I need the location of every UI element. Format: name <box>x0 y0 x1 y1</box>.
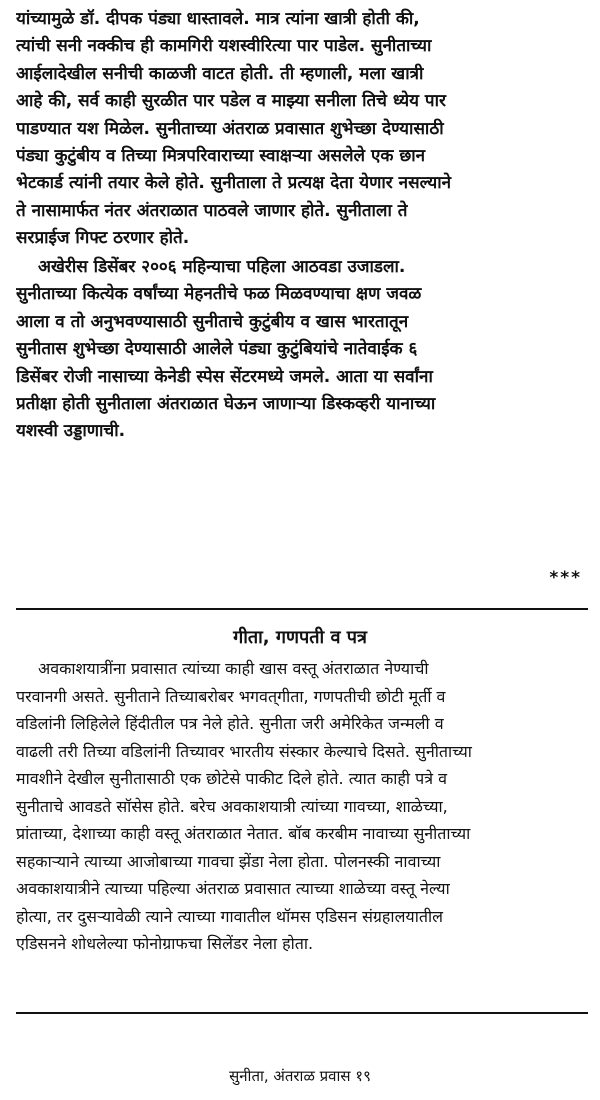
text-line: यशस्वी उड्डाणाची. <box>16 421 126 442</box>
text-line: होत्या, तर दुसऱ्यावेळी त्याने त्याच्या गावातील थॉमस एडिसन संग्रहालयातील <box>16 906 443 926</box>
text-line: प्रांताच्या, देशाच्या काही वस्तू अंतराळात नेतात. बॉब करबीम नावाच्या सुनीताच्या <box>16 824 471 843</box>
text-line: वडिलांनी लिहिलेले हिंदीतील पत्र नेले होते. सुनीता जरी अमेरिकेत जन्मली व <box>16 714 444 733</box>
paragraph-1 <box>16 6 588 253</box>
text-line: सुनीताच्या कित्येक वर्षांच्या मेहनतीचे फळ मिळवण्याचा क्षण जवळ <box>16 284 422 305</box>
box-bottom-rule <box>16 1012 588 1014</box>
text-line: त्यांची सनी नक्कीच ही कामगिरी यशस्वीरित्या पार पाडेल. सुनीताच्या <box>16 36 432 57</box>
text-line: प्रतीक्षा होती सुनीताला अंतराळात घेऊन जाणाऱ्या डिस्कव्हरी यानाच्या <box>16 394 436 415</box>
box-paragraph <box>16 655 588 958</box>
text-line: अवकाशयात्रीने त्याच्या पहिल्या अंतराळ प्रवासात त्याच्या शाळेच्या वस्तू नेल्या <box>16 879 450 898</box>
box-top-rule <box>16 608 588 610</box>
text-line: परवानगी असते. सुनीताने तिच्याबरोबर भगवत्‌गीता, गणपतीची छोटी मूर्ती व <box>16 686 446 706</box>
text-line: एडिसनने शोधलेल्या फोनोग्राफचा सिलेंडर नेला होता. <box>16 934 314 953</box>
text-line: सुनीतास शुभेच्छा देण्यासाठी आलेले पंड्या कुटुंबियांचे नातेवाईक ६ <box>16 339 418 360</box>
text-line: आईलादेखील सनीची काळजी वाटत होती. ती म्हणाली, मला खात्री <box>16 63 424 84</box>
text-line: सहकाऱ्याने त्याच्या आजोबाच्या गावचा झेंडा नेला होता. पोलनस्की नावाच्या <box>16 851 441 871</box>
text-line: मावशीने देखील सुनीतासाठी एक छोटेसे पाकीट दिले होते. त्यात काही पत्रे व <box>16 769 448 788</box>
text-line: पंड्या कुटुंबीय व तिच्या मित्रपरिवाराच्या स्वाक्षऱ्या असलेले एक छान <box>16 146 426 167</box>
box-heading: गीता, गणपती व पत्र <box>233 627 367 648</box>
section-separator: *** <box>549 568 582 588</box>
text-line: डिसेंबर रोजी नासाच्या केनेडी स्पेस सेंटरमध्ये जमले. आता या सर्वांना <box>16 366 433 387</box>
text-line: यांच्यामुळे डॉ. दीपक पंड्या धास्तावले. मात्र त्यांना खात्री होती की, <box>16 9 420 29</box>
page-footer: सुनीता, अंतराळ प्रवास १९ <box>229 1067 371 1085</box>
text-line: सरप्राईज गिफ्ट ठरणार होते. <box>16 228 190 249</box>
text-line: अवकाशयात्रींना प्रवासात त्यांच्या काही खास वस्तू अंतराळात नेण्याची <box>38 659 429 678</box>
text-line: पाडण्यात यश मिळेल. सुनीताच्या अंतराळ प्रवासात शुभेच्छा देण्यासाठी <box>16 118 444 139</box>
text-line: भेटकार्ड त्यांनी तयार केले होते. सुनीताला ते प्रत्यक्ष देता येणार नसल्याने <box>16 173 452 194</box>
text-line: वाढली तरी तिच्या वडिलांनी तिच्यावर भारतीय संस्कार केल्याचे दिसते. सुनीताच्या <box>16 741 472 761</box>
text-line: आहे की, सर्व काही सुरळीत पार पडेल व माझ्या सनीला तिचे ध्येय पार <box>16 91 446 112</box>
text-line: आला व तो अनुभवण्यासाठी सुनीताचे कुटुंबीय व खास भारतातून <box>16 311 409 332</box>
text-line: ते नासामार्फत नंतर अंतराळात पाठवले जाणार होते. सुनीताला ते <box>16 200 408 221</box>
text-line: अखेरीस डिसेंबर २००६ महिन्याचा पहिला आठवडा उजाडला. <box>38 257 406 277</box>
text-line: सुनीताचे आवडते सॉसेस होते. बरेच अवकाशयात्री त्यांच्या गावच्या, शाळेच्या, <box>16 796 448 816</box>
paragraph-2 <box>16 254 588 446</box>
